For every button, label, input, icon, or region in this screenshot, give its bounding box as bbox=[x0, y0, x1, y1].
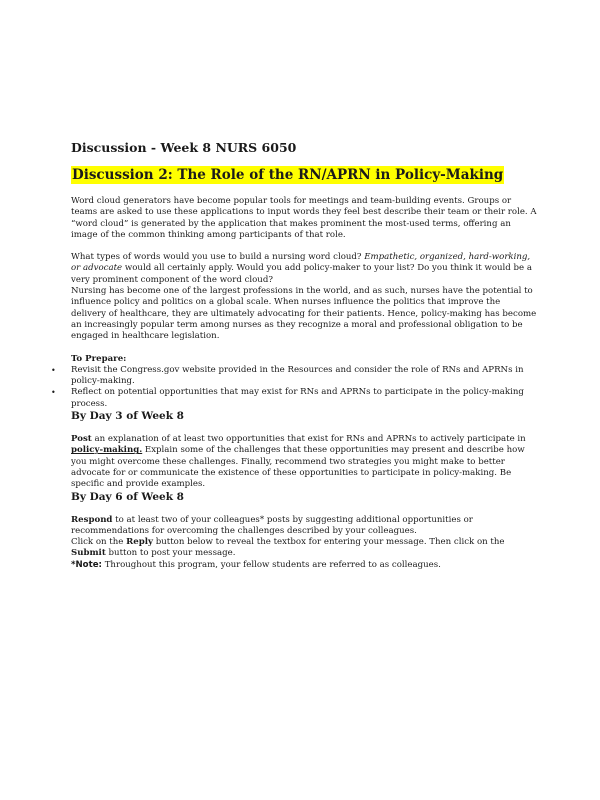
post-text-1: an explanation of at least two opportunities that exist for RNs and APRNs to actively participate in bbox=[91, 434, 526, 445]
prepare-item bbox=[51, 387, 537, 410]
post-paragraph bbox=[71, 434, 537, 490]
policy-making-link[interactable]: policy-making. bbox=[71, 445, 143, 456]
bullet-icon: • bbox=[51, 365, 56, 375]
note-paragraph bbox=[71, 560, 537, 571]
prepare-item-text: Revisit the Congress.gov website provided in the Resources and consider the role of RNs and APRNs in policy-making. bbox=[71, 364, 524, 387]
prepare-list bbox=[51, 364, 537, 410]
document-page bbox=[51, 140, 537, 571]
question-text-2: would all certainly apply. Would you add policy-maker to your list? Do you think it would be a very prominent component of the word cloud? bbox=[71, 263, 532, 285]
bullet-icon: • bbox=[51, 388, 56, 398]
answer-paragraph: Nursing has become one of the largest professions in the world, and as such, nurses have the potential to influence policy and politics on a global scale. When nurses influence the politics that improve the delivery of healthcare, they are ultimately advocating for their patients. Hence, policy-making has become an increasingly popular term among nurses as they recognize a moral and professional obligation to be engaged in healthcare legislation. bbox=[71, 286, 537, 342]
note-text: Throughout this program, your fellow students are referred to as colleagues. bbox=[101, 559, 441, 570]
prepare-item-text: Reflect on potential opportunities that may exist for RNs and APRNs to participate in the policy-making process. bbox=[71, 387, 524, 409]
question-text-1: What types of words would you use to build a nursing word cloud? bbox=[71, 252, 365, 263]
day6-heading: By Day 6 of Week 8 bbox=[71, 490, 184, 503]
intro-paragraph: Word cloud generators have become popular tools for meetings and team-building events. Groups or teams are asked to use these applications to input words they feel best describe their team or their role. A “word cloud” is generated by the application that makes prominent the most-used terms, offering an image of the common thinking among participants of that role. bbox=[71, 196, 537, 240]
click-text-2: button below to reveal the textbox for entering your message. Then click on the bbox=[152, 537, 505, 548]
question-paragraph bbox=[71, 252, 537, 286]
question-italic-words: Empathetic, organized, hard-working, or advocate bbox=[71, 252, 531, 274]
submit-bold: Submit bbox=[71, 548, 106, 559]
respond-text: to at least two of your colleagues* posts by suggesting additional opportunities or recommendations for overcoming the challenges described by your colleagues. bbox=[71, 514, 473, 536]
day3-heading: By Day 3 of Week 8 bbox=[71, 410, 184, 423]
post-text-2: Explain some of the challenges that these opportunities may present and describe how you might overcome these challenges. Finally, recommend two strategies you might make to better advocate for or communicate the existence of these opportunities to participate in policy-making. Be specific and provide examples. bbox=[71, 445, 525, 490]
subtitle-wrapper bbox=[71, 164, 537, 185]
click-instructions bbox=[71, 537, 537, 560]
post-bold: Post bbox=[71, 434, 92, 445]
click-text-3: button to post your message. bbox=[105, 548, 236, 559]
page-heading: Discussion - Week 8 NURS 6050 bbox=[71, 140, 297, 155]
prepare-item bbox=[51, 364, 537, 388]
to-prepare-label: To Prepare: bbox=[71, 353, 127, 364]
discussion-title: Discussion 2: The Role of the RN/APRN in Policy-Making bbox=[72, 167, 504, 183]
click-text-1: Click on the bbox=[71, 537, 127, 548]
note-label: *Note: bbox=[71, 559, 102, 570]
respond-paragraph bbox=[71, 515, 537, 538]
respond-bold: Respond bbox=[71, 514, 113, 525]
reply-bold: Reply bbox=[126, 537, 153, 548]
